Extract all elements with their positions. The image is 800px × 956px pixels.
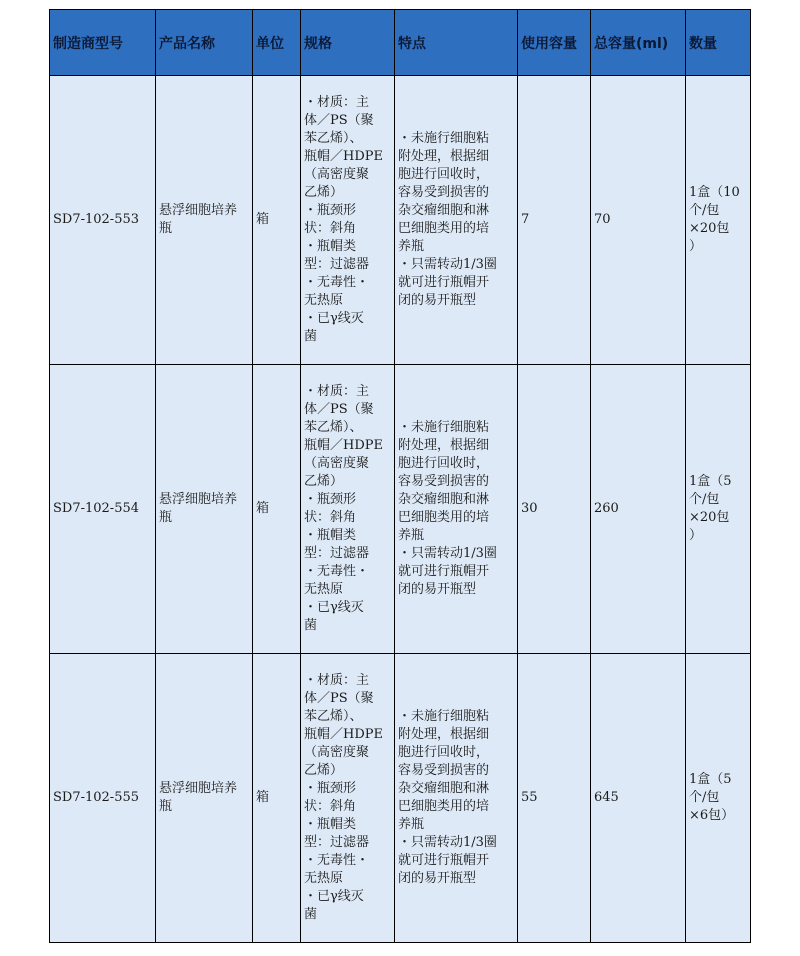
cell-quantity: 1盒（5 个/包 ×20包 ）	[686, 365, 751, 654]
cell-specs: ・材质：主 体／PS（聚 苯乙烯）、 瓶帽／HDPE （高密度聚 乙烯） ・瓶颈形 状：斜角 ・瓶帽类 型：过滤器 ・无毒性・ 无热原 ・已γ线灭 菌	[301, 365, 395, 654]
table-row	[50, 654, 751, 943]
table-header-row	[50, 10, 751, 76]
cell-features: ・未施行细胞粘 附处理，根据细 胞进行回收时， 容易受到损害的 杂交瘤细胞和淋 巴细胞类用的培 养瓶 ・只需转动1/3圈 就可进行瓶帽开 闭的易开瓶型	[395, 365, 518, 654]
cell-product-name: 悬浮细胞培养 瓶	[156, 365, 253, 654]
cell-unit: 箱	[253, 365, 301, 654]
cell-usable-capacity: 30	[518, 365, 591, 654]
cell-specs: ・材质：主 体／PS（聚 苯乙烯）、 瓶帽／HDPE （高密度聚 乙烯） ・瓶颈形 状：斜角 ・瓶帽类 型：过滤器 ・无毒性・ 无热原 ・已γ线灭 菌	[301, 654, 395, 943]
header-unit: 单位	[253, 10, 301, 76]
header-specs: 规格	[301, 10, 395, 76]
cell-model: SD7-102-554	[50, 365, 156, 654]
header-model: 制造商型号	[50, 10, 156, 76]
table-row	[50, 365, 751, 654]
cell-model: SD7-102-553	[50, 76, 156, 365]
table-row	[50, 76, 751, 365]
product-table	[49, 9, 751, 943]
cell-total-capacity: 260	[591, 365, 686, 654]
header-features: 特点	[395, 10, 518, 76]
cell-specs: ・材质：主 体／PS（聚 苯乙烯）、 瓶帽／HDPE （高密度聚 乙烯） ・瓶颈形 状：斜角 ・瓶帽类 型：过滤器 ・无毒性・ 无热原 ・已γ线灭 菌	[301, 76, 395, 365]
cell-features: ・未施行细胞粘 附处理，根据细 胞进行回收时， 容易受到损害的 杂交瘤细胞和淋 巴细胞类用的培 养瓶 ・只需转动1/3圈 就可进行瓶帽开 闭的易开瓶型	[395, 654, 518, 943]
header-total-capacity: 总容量(ml)	[591, 10, 686, 76]
cell-unit: 箱	[253, 654, 301, 943]
cell-product-name: 悬浮细胞培养 瓶	[156, 76, 253, 365]
cell-features: ・未施行细胞粘 附处理，根据细 胞进行回收时， 容易受到损害的 杂交瘤细胞和淋 巴细胞类用的培 养瓶 ・只需转动1/3圈 就可进行瓶帽开 闭的易开瓶型	[395, 76, 518, 365]
header-product-name: 产品名称	[156, 10, 253, 76]
cell-model: SD7-102-555	[50, 654, 156, 943]
cell-total-capacity: 70	[591, 76, 686, 365]
cell-product-name: 悬浮细胞培养 瓶	[156, 654, 253, 943]
header-usable-capacity: 使用容量	[518, 10, 591, 76]
cell-total-capacity: 645	[591, 654, 686, 943]
cell-quantity: 1盒（5 个/包 ×6包）	[686, 654, 751, 943]
cell-quantity: 1盒（10 个/包 ×20包 ）	[686, 76, 751, 365]
header-quantity: 数量	[686, 10, 751, 76]
cell-unit: 箱	[253, 76, 301, 365]
cell-usable-capacity: 7	[518, 76, 591, 365]
cell-usable-capacity: 55	[518, 654, 591, 943]
